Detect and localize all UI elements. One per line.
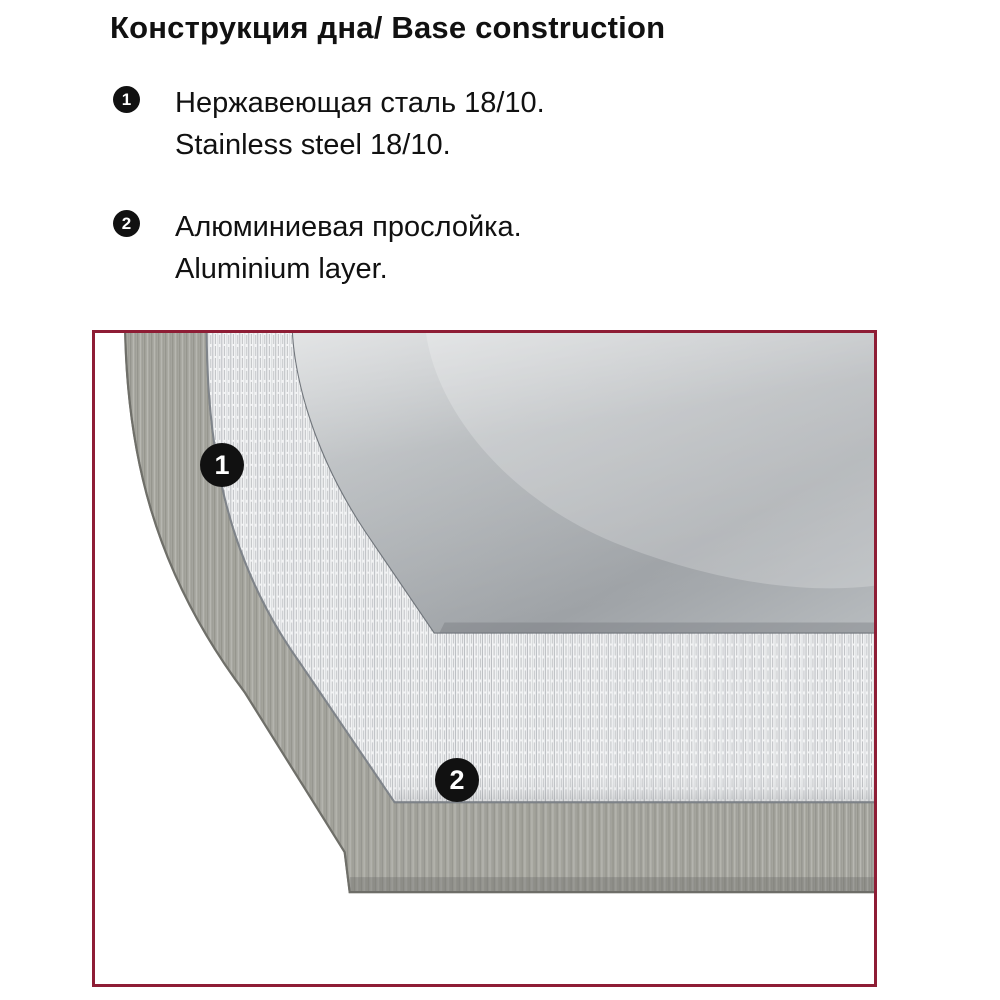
inner-body-base-shadow bbox=[440, 623, 874, 633]
legend-text-1-en: Stainless steel 18/10. bbox=[175, 129, 451, 162]
legend-item-1 bbox=[113, 82, 913, 166]
base-construction-figure bbox=[92, 330, 877, 987]
figure-callout-1: 1 bbox=[200, 443, 244, 487]
legend-badge-2: 2 bbox=[113, 210, 140, 237]
legend-text-1-ru: Нержавеющая сталь 18/10. bbox=[175, 87, 545, 119]
figure-callout-2: 2 bbox=[435, 758, 479, 802]
legend bbox=[113, 82, 913, 330]
legend-text-1 bbox=[175, 82, 913, 166]
legend-badge-1: 1 bbox=[113, 86, 140, 113]
legend-text-2 bbox=[175, 206, 913, 290]
page-title: Конструкция дна/ Base construction bbox=[110, 10, 666, 45]
cross-section-illustration bbox=[95, 333, 874, 984]
outer-shell-bottom-shadow bbox=[350, 877, 874, 892]
legend-text-2-ru: Алюминиевая прослойка. bbox=[175, 211, 522, 244]
legend-text-2-en: Aluminium layer. bbox=[175, 253, 388, 286]
figure-inner bbox=[95, 333, 874, 984]
legend-item-2 bbox=[113, 206, 913, 290]
